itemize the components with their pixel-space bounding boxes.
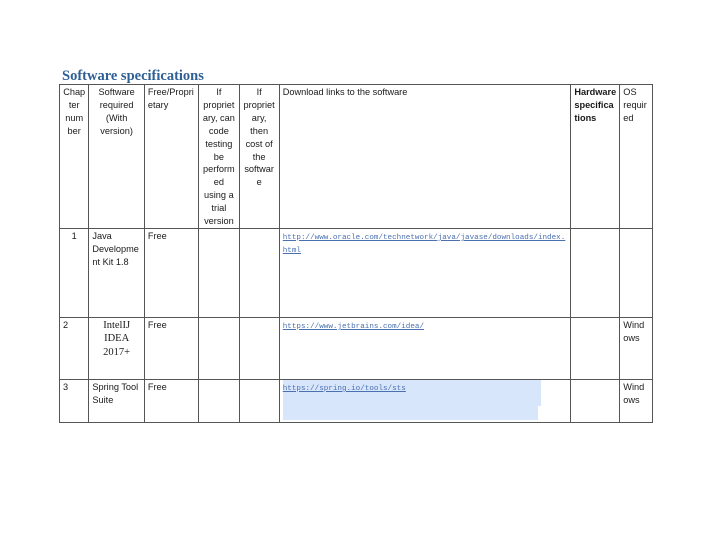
cell-os: Windows — [620, 379, 653, 422]
cell-cost — [239, 317, 279, 379]
header-download-links: Download links to the software — [279, 85, 571, 229]
header-chapter: Chapter number — [60, 85, 89, 229]
cell-software: Spring Tool Suite — [89, 379, 144, 422]
cell-hardware — [571, 379, 620, 422]
cell-chapter: 3 — [60, 379, 89, 422]
header-software: Software required (With version) — [89, 85, 144, 229]
cell-license: Free — [144, 228, 198, 317]
selection-notch — [538, 406, 550, 420]
header-trial: If proprietary, can code testing be performed using a trial version — [199, 85, 239, 229]
cell-hardware — [571, 228, 620, 317]
cell-download-link — [279, 379, 571, 422]
cell-license: Free — [144, 379, 198, 422]
cell-software: Java Development Kit 1.8 — [89, 228, 144, 317]
table-row — [60, 379, 653, 422]
download-link[interactable]: http://www.oracle.com/technetwork/java/javase/downloads/index.html — [282, 233, 566, 255]
cell-os — [620, 228, 653, 317]
cell-trial — [199, 379, 239, 422]
cell-software: IntelIJ IDEA 2017+ — [89, 317, 144, 379]
header-cost: If proprietary, then cost of the software — [239, 85, 279, 229]
cell-hardware — [571, 317, 620, 379]
table-row — [60, 228, 653, 317]
header-os: OS required — [620, 85, 653, 229]
header-free-proprietary: Free/Proprietary — [144, 85, 198, 229]
cell-download-link — [279, 317, 571, 379]
cell-cost — [239, 379, 279, 422]
cell-license: Free — [144, 317, 198, 379]
cell-trial — [199, 228, 239, 317]
header-hardware: Hardware specifications — [571, 85, 620, 229]
cell-trial — [199, 317, 239, 379]
cell-chapter: 1 — [60, 228, 89, 317]
software-spec-table — [59, 84, 653, 423]
cell-cost — [239, 228, 279, 317]
table-header-row — [60, 85, 653, 229]
table-row — [60, 317, 653, 379]
download-link[interactable]: https://spring.io/tools/sts — [282, 384, 406, 393]
cell-os: Windows — [620, 317, 653, 379]
cell-download-link — [279, 228, 571, 317]
page-title: Software specifications — [62, 68, 204, 84]
download-link[interactable]: https://www.jetbrains.com/idea/ — [282, 322, 425, 331]
cell-chapter: 2 — [60, 317, 89, 379]
